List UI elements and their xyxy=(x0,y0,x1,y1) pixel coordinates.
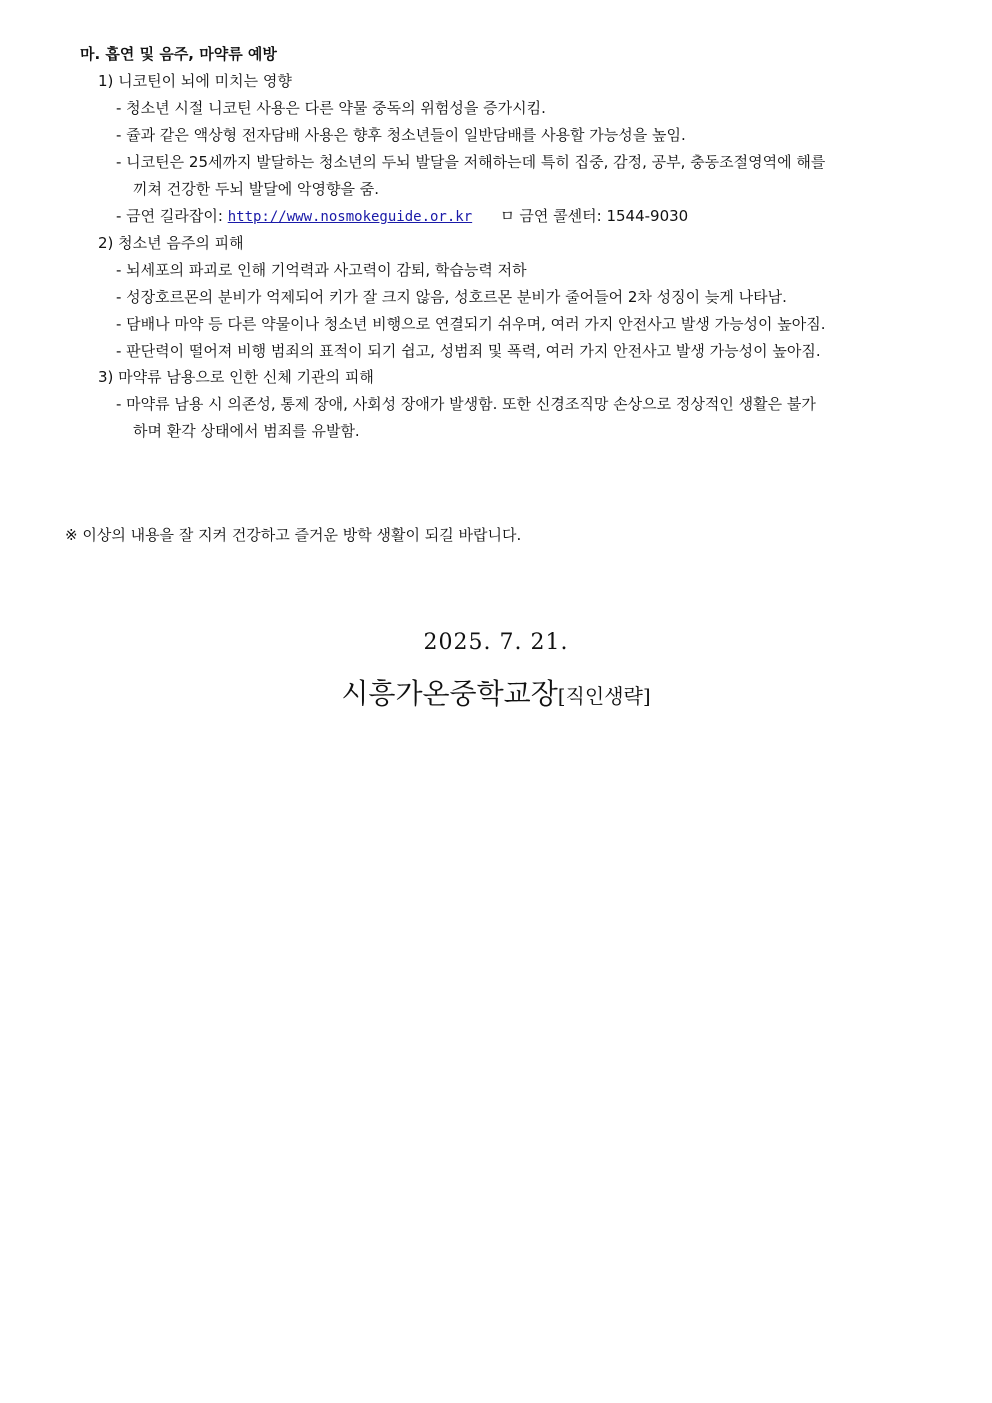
list-item: - 마약류 남용 시 의존성, 통제 장애, 사회성 장애가 발생함. 또한 신경조직망 손상으로 정상적인 생활은 불가 xyxy=(116,395,816,413)
signature-block xyxy=(0,672,992,712)
list-item: - 청소년 시절 니코틴 사용은 다른 약물 중독의 위험성을 증가시킴. xyxy=(116,99,546,117)
call-center-info: ㅁ 금연 콜센터: 1544-9030 xyxy=(500,207,689,225)
list-item: - 성장호르몬의 분비가 억제되어 키가 잘 크지 않음, 성호르몬 분비가 줄어들어 2차 성징이 늦게 나타남. xyxy=(116,288,787,306)
list-item-continuation: 끼쳐 건강한 두뇌 발달에 악영향을 줌. xyxy=(133,180,379,198)
list-item: - 뇌세포의 파괴로 인해 기억력과 사고력이 감퇴, 학습능력 저하 xyxy=(116,261,527,279)
subsection-title-alcohol: 2) 청소년 음주의 피해 xyxy=(98,234,244,252)
subsection-title-nicotine: 1) 니코틴이 뇌에 미치는 영향 xyxy=(98,72,292,90)
list-item: - 판단력이 떨어져 비행 범죄의 표적이 되기 쉽고, 성범죄 및 폭력, 여러 가지 안전사고 발생 가능성이 높아짐. xyxy=(116,342,821,360)
section-heading: 마. 흡연 및 음주, 마약류 예방 xyxy=(80,45,277,63)
list-item: - 니코틴은 25세까지 발달하는 청소년의 두뇌 발달을 저해하는데 특히 집중, 감정, 공부, 충동조절영역에 해를 xyxy=(116,153,826,171)
closing-remark: ※ 이상의 내용을 잘 지켜 건강하고 즐거운 방학 생활이 되길 바랍니다. xyxy=(65,526,522,544)
quit-smoking-guide-label: - 금연 길라잡이: xyxy=(116,207,228,225)
list-item-continuation: 하며 환각 상태에서 범죄를 유발함. xyxy=(133,422,360,440)
subsection-title-drugs: 3) 마약류 남용으로 인한 신체 기관의 피해 xyxy=(98,368,374,386)
quit-smoking-guide-link[interactable]: http://www.nosmokeguide.or.kr xyxy=(227,209,473,225)
document-date: 2025. 7. 21. xyxy=(423,630,569,655)
quit-smoking-guide-line xyxy=(116,206,688,227)
list-item: - 쥴과 같은 액상형 전자담배 사용은 향후 청소년들이 일반담배를 사용할 가능성을 높임. xyxy=(116,126,686,144)
school-principal-name: 시흥가온중학교장 xyxy=(341,677,558,710)
list-item: - 담배나 마약 등 다른 약물이나 청소년 비행으로 연결되기 쉬우며, 여러 가지 안전사고 발생 가능성이 높아짐. xyxy=(116,315,826,333)
seal-omitted-note: [직인생략] xyxy=(557,684,651,708)
